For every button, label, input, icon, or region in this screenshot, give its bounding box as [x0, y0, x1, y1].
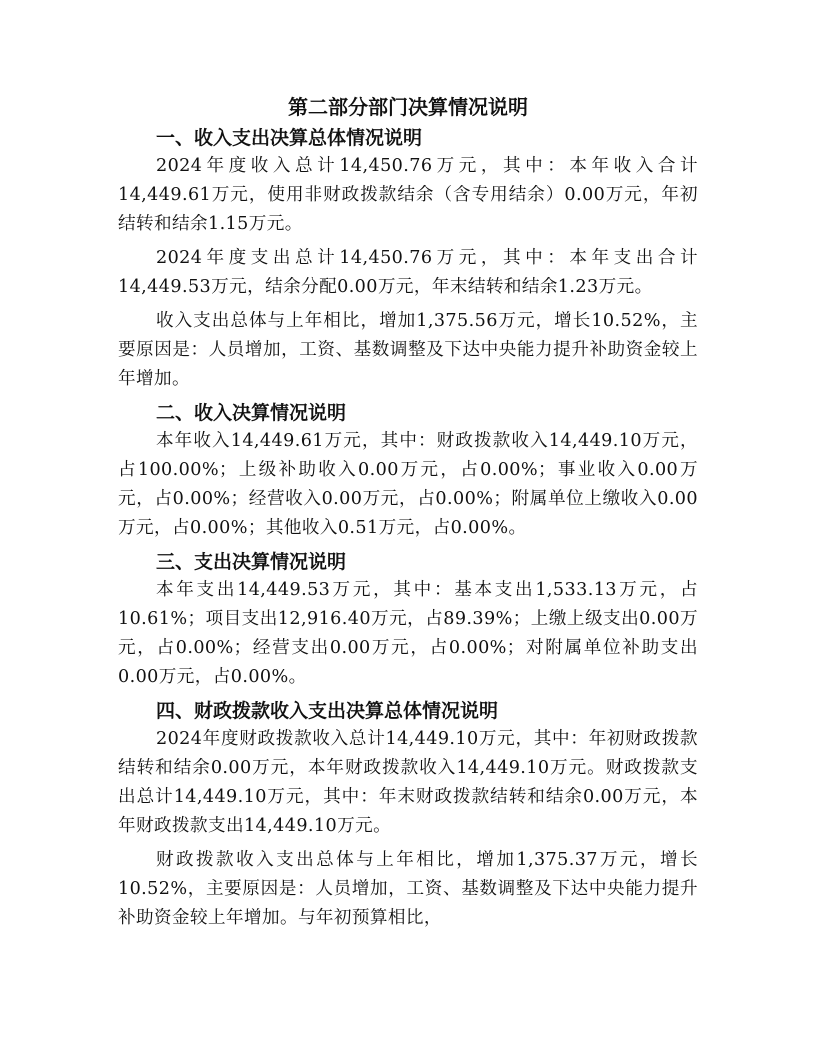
page-title: 第二部分部门决算情况说明 [288, 95, 528, 119]
section-heading-income-expenditure-overview: 一、收入支出决算总体情况说明 [156, 127, 423, 149]
section-heading-expenditure: 三、支出决算情况说明 [156, 551, 347, 573]
paragraph-total-income: 2024年度收入总计14,450.76万元，其中：本年收入合计14,449.61万元，使用非财政拨款结余（含专用结余）0.00万元，年初结转和结余1.15万元。 [118, 156, 698, 234]
paragraph-income-breakdown: 本年收入14,449.61万元，其中：财政拨款收入14,449.10万元，占100.00%；上级补助收入0.00万元，占0.00%；事业收入0.00万元，占0.00%；经营收入0.00万元，占0.00%；附属单位上缴收入0.00万元，占0.00%；其他收入0.51万元，占0.00%。 [118, 431, 698, 538]
paragraph-expenditure-breakdown: 本年支出14,449.53万元，其中：基本支出1,533.13万元，占10.61%；项目支出12,916.40万元，占89.39%；上缴上级支出0.00万元，占0.00%；经营支出0.00万元，占0.00%；对附属单位补助支出0.00万元，占0.00%。 [118, 580, 698, 687]
section-heading-fiscal-appropriation: 四、财政拨款收入支出决算总体情况说明 [156, 700, 499, 722]
paragraph-fiscal-appropriation-totals: 2024年度财政拨款收入总计14,449.10万元，其中：年初财政拨款结转和结余0.00万元，本年财政拨款收入14,449.10万元。财政拨款支出总计14,449.10万元，其中：年末财政拨款结转和结余0.00万元，本年财政拨款支出14,449.10万元。 [118, 729, 698, 836]
paragraph-total-expenditure: 2024年度支出总计14,450.76万元，其中：本年支出合计14,449.53万元，结余分配0.00万元，年末结转和结余1.23万元。 [118, 248, 698, 297]
paragraph-year-comparison: 收入支出总体与上年相比，增加1,375.56万元，增长10.52%，主要原因是：人员增加，工资、基数调整及下达中央能力提升补助资金较上年增加。 [118, 311, 698, 389]
paragraph-fiscal-appropriation-comparison: 财政拨款收入支出总体与上年相比，增加1,375.37万元，增长10.52%，主要原因是：人员增加，工资、基数调整及下达中央能力提升补助资金较上年增加。与年初预算相比， [118, 850, 698, 928]
section-heading-income: 二、收入决算情况说明 [156, 402, 347, 424]
